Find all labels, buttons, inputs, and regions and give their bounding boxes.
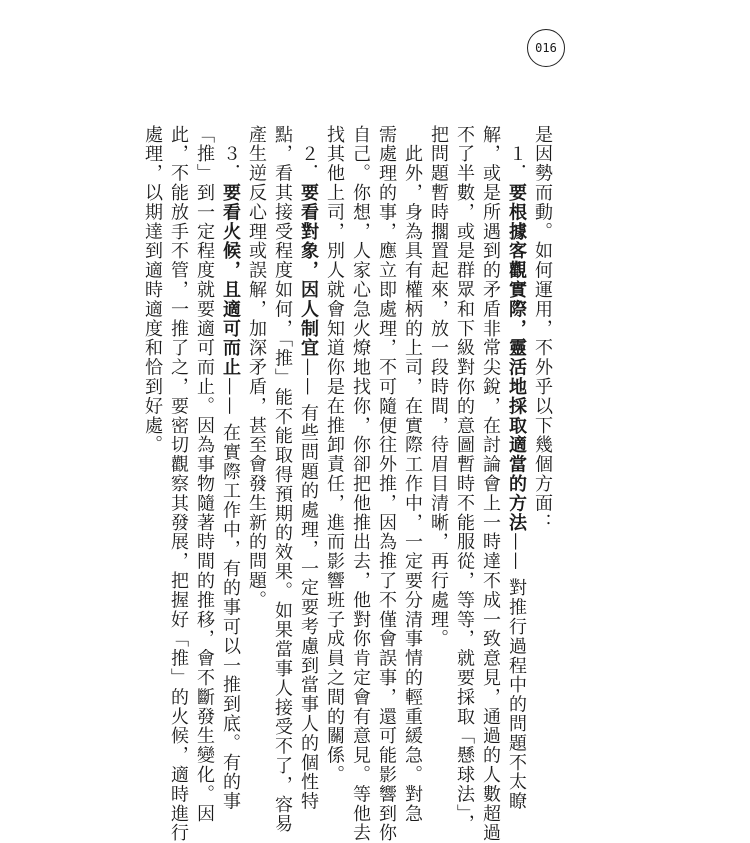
text-run: —— 在實際工作中，有的事可以一推到底。有的事 bbox=[220, 377, 241, 812]
text-run: —— 對推行過程中的問題不太瞭 bbox=[506, 532, 527, 812]
text-column bbox=[347, 125, 373, 843]
body-text bbox=[142, 125, 555, 843]
text-run: 找其他上司，別人就會知道你是在推卸責任，進而影響班子成員之間的關係。 bbox=[324, 125, 345, 785]
text-run: ３． bbox=[220, 125, 241, 184]
text-column bbox=[477, 125, 503, 843]
text-run: 需處理的事，應立即處理，不可隨便往外推，因為推了不僅會誤事，還可能影響到你 bbox=[376, 125, 397, 843]
text-column bbox=[217, 125, 243, 812]
text-run: ２． bbox=[298, 125, 319, 184]
text-column bbox=[165, 125, 191, 843]
text-run: 不了半數，或是群眾和下級對你的意圖暫時不能服從，等等，就要採取「懸球法」， bbox=[454, 125, 475, 834]
text-column bbox=[321, 125, 347, 785]
bold-heading: 要看對象，因人制宜 bbox=[298, 183, 319, 358]
text-run: 是因勢而動。如何運用，不外乎以下幾個方面： bbox=[532, 125, 553, 533]
text-run: 「推」到一定程度就要適可而止。因為事物隨著時間的推移，會不斷發生變化。因 bbox=[194, 125, 215, 824]
bold-heading: 要根據客觀實際，靈活地採取適當的方法 bbox=[506, 183, 527, 533]
text-column bbox=[451, 125, 477, 834]
text-column bbox=[295, 125, 321, 812]
text-column bbox=[399, 125, 425, 824]
text-run: 把問題暫時擱置起來，放一段時間，待眉目清晰，再行處理。 bbox=[428, 125, 449, 649]
text-run: １． bbox=[506, 125, 527, 184]
text-run: 此外，身為具有權柄的上司，在實際工作中，一定要分清事情的輕重緩急。對急 bbox=[402, 125, 423, 824]
text-run: —— 有些問題的處理，一定要考慮到當事人的個性特 bbox=[298, 357, 319, 812]
text-column bbox=[269, 125, 295, 834]
text-run: 解，或是所遇到的矛盾非常尖銳，在討論會上一時達不成一致意見，通過的人數超過 bbox=[480, 125, 501, 843]
text-column bbox=[139, 125, 165, 625]
text-run: 處理，以期達到適時適度和恰到好處。 bbox=[142, 125, 163, 455]
text-column bbox=[191, 125, 217, 824]
text-column bbox=[425, 125, 451, 649]
text-run: 此，不能放手不管，一推了之，要密切觀察其發展，把握好「推」的火候，適時進行 bbox=[168, 125, 189, 843]
page-number: 016 bbox=[527, 29, 565, 67]
text-run: 自己。你想，人家心急火燎地找你，你卻把他推出去，他對你肯定會有意見。等他去 bbox=[350, 125, 371, 843]
text-run: 點，看其接受程度如何，「推」能不能取得預期的效果。如果當事人接受不了，容易 bbox=[272, 125, 293, 834]
text-column bbox=[373, 125, 399, 843]
text-column bbox=[503, 125, 529, 812]
bold-heading: 要看火候，且適可而止 bbox=[220, 183, 241, 378]
text-column bbox=[243, 125, 269, 625]
text-run: 產生逆反心理或誤解，加深矛盾，甚至會發生新的問題。 bbox=[246, 125, 267, 610]
text-column bbox=[529, 125, 555, 625]
